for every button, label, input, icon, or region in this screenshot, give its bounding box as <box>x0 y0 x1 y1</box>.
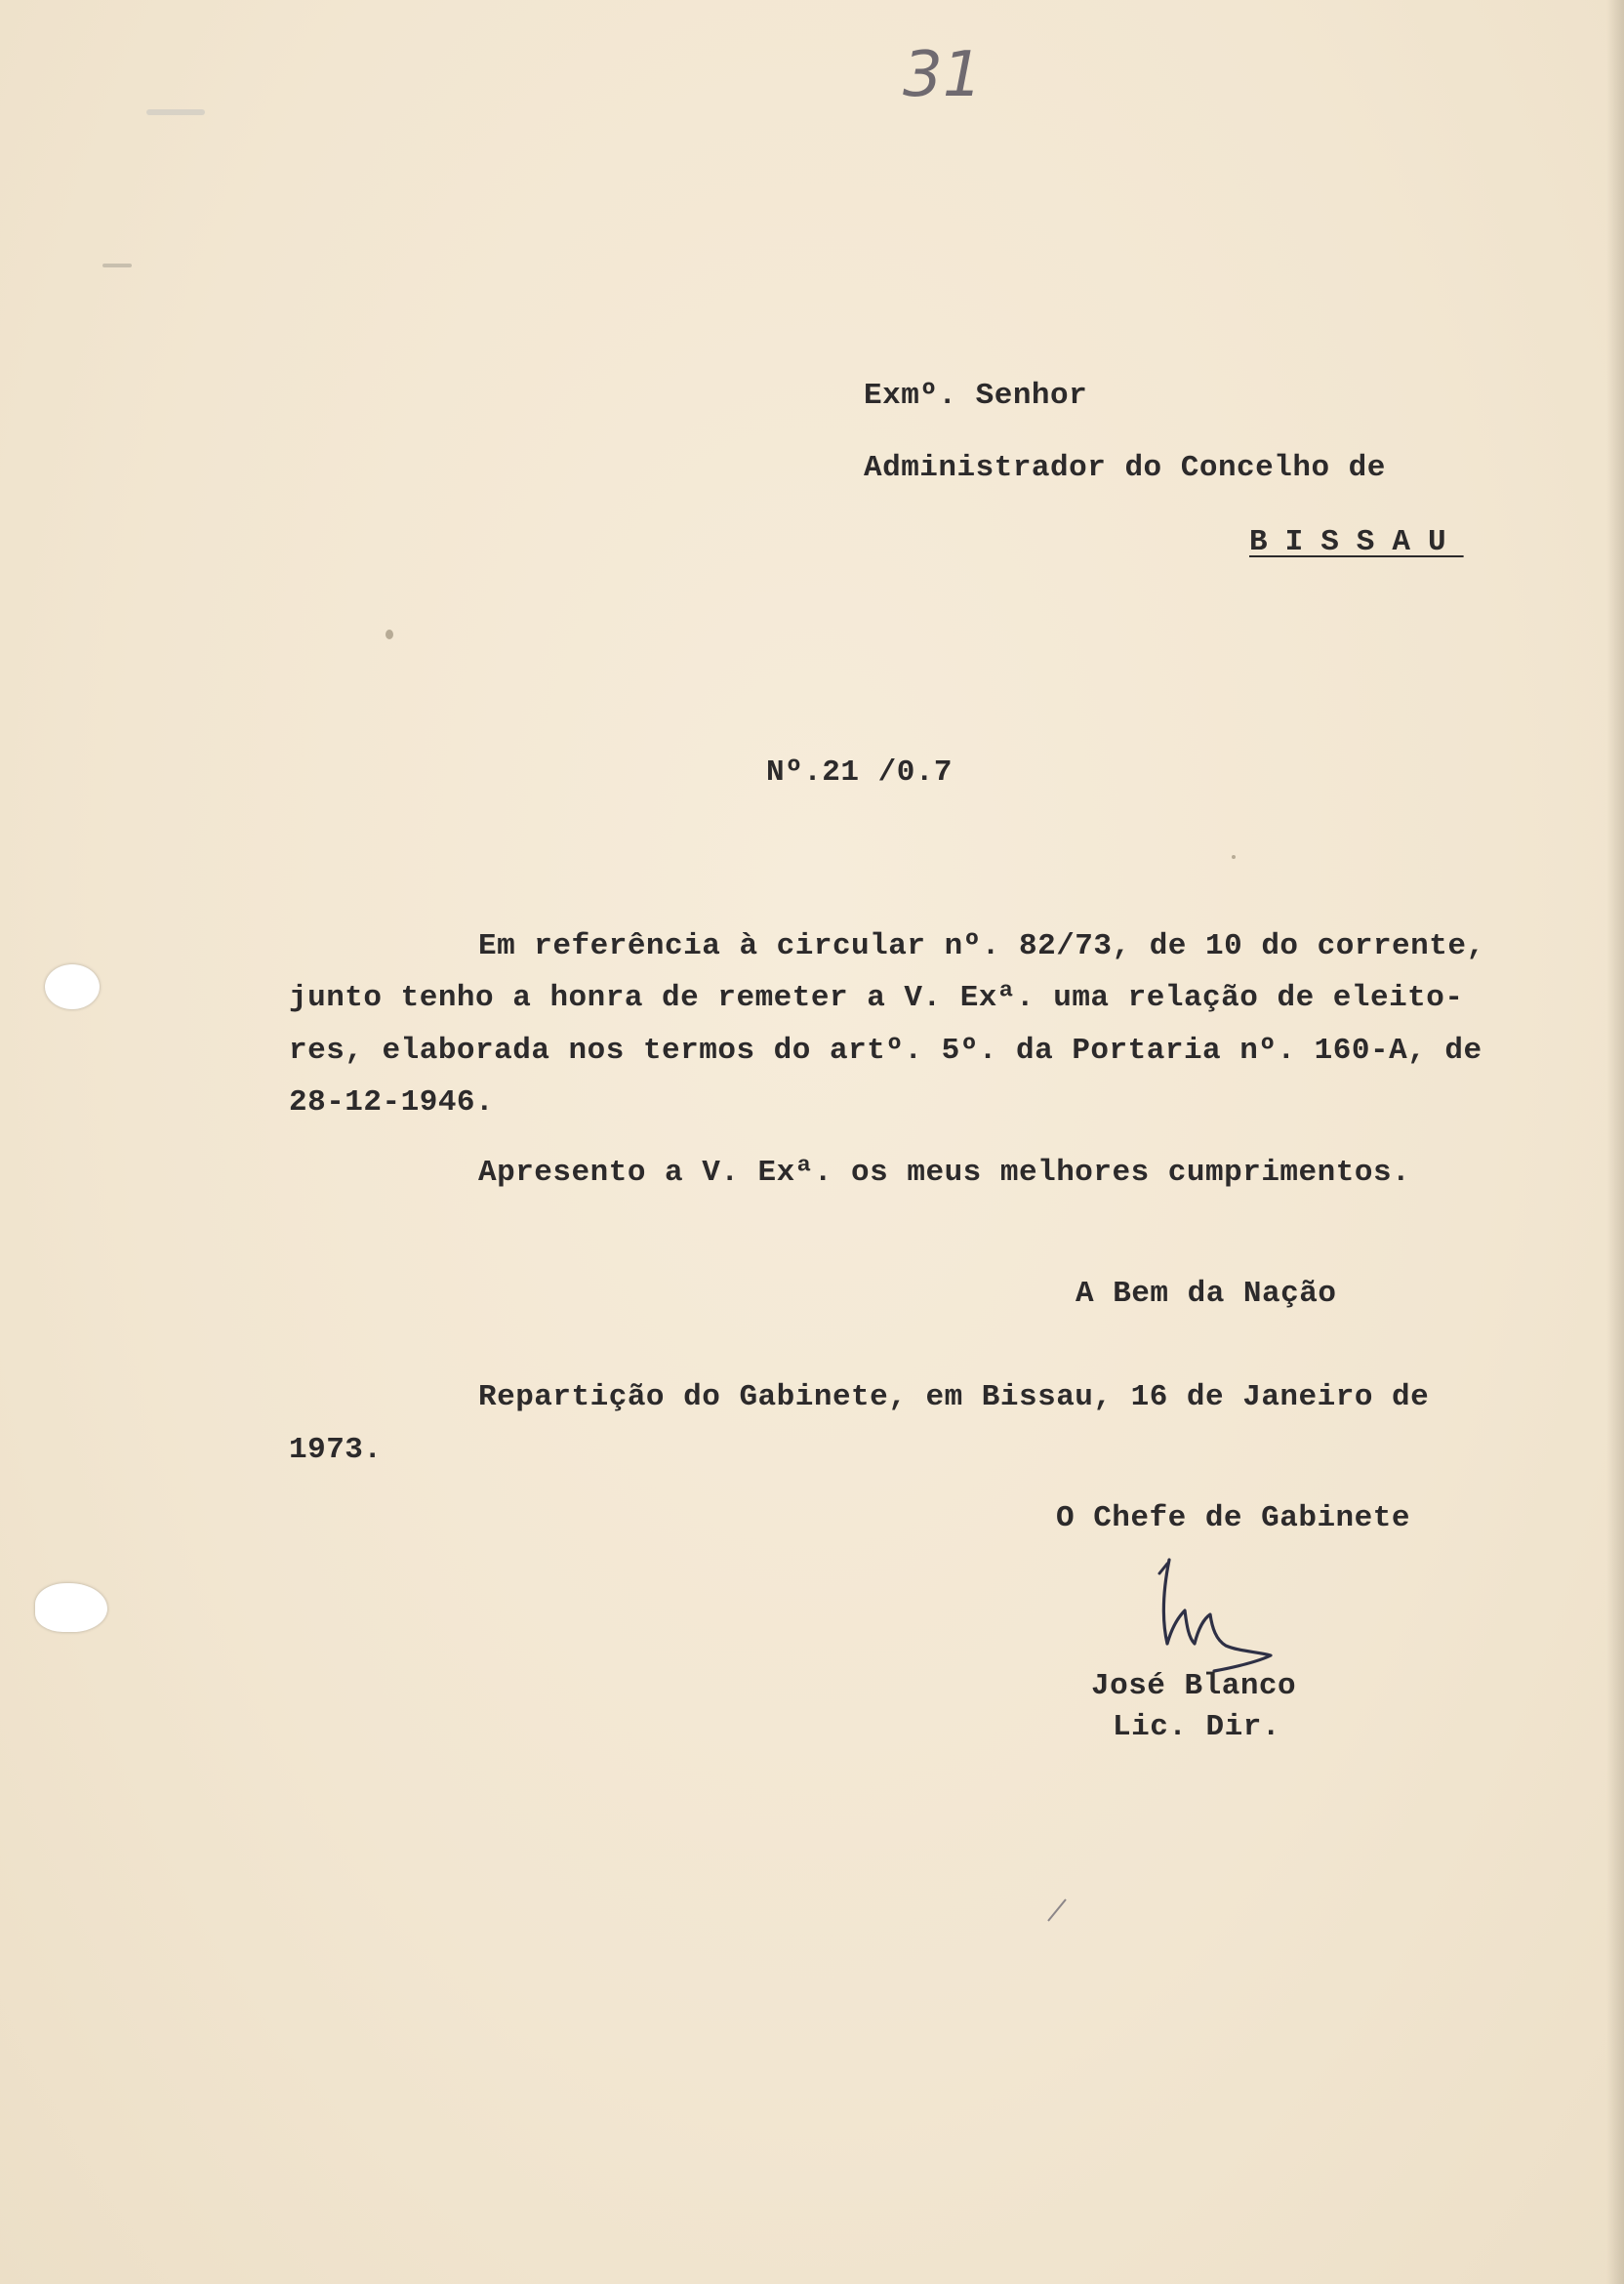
place-date-line-2: 1973. <box>289 1433 383 1467</box>
pencil-tick <box>1044 1896 1074 1925</box>
punch-hole-lower <box>35 1583 107 1632</box>
signatory-credential: Lic. Dir. <box>1113 1710 1280 1744</box>
paper-mark <box>102 264 132 267</box>
paper-mark <box>386 630 393 639</box>
place-date-line-1: Repartição do Gabinete, em Bissau, 16 de Janeiro de <box>478 1380 1430 1414</box>
reference-number: Nº.21 /0.7 <box>766 755 954 790</box>
addressee-title: Administrador do Concelho de <box>864 451 1386 485</box>
salutation: Exmº. Senhor <box>864 379 1088 413</box>
punch-hole-upper <box>45 964 100 1009</box>
page-number-annotation: 31 <box>903 39 983 111</box>
closing-greeting: Apresento a V. Exª. os meus melhores cumprimentos. <box>478 1156 1411 1190</box>
body-line-1: Em referência à circular nº. 82/73, de 10 do corrente, <box>478 929 1485 963</box>
paper-mark <box>1232 855 1236 859</box>
handwritten-signature <box>1142 1550 1298 1687</box>
signatory-title: O Chefe de Gabinete <box>1056 1501 1410 1535</box>
addressee-city: BISSAU <box>1249 525 1464 559</box>
signatory-name: José Blanco <box>1091 1669 1297 1703</box>
body-line-4: 28-12-1946. <box>289 1085 495 1120</box>
motto: A Bem da Nação <box>1076 1277 1337 1311</box>
page-edge-shadow <box>1606 0 1624 2284</box>
body-line-2: junto tenho a honra de remeter a V. Exª. uma relação de eleito- <box>289 981 1464 1015</box>
body-line-3: res, elaborada nos termos do artº. 5º. da Portaria nº. 160-A, de <box>289 1034 1482 1068</box>
paper-mark <box>146 109 205 115</box>
